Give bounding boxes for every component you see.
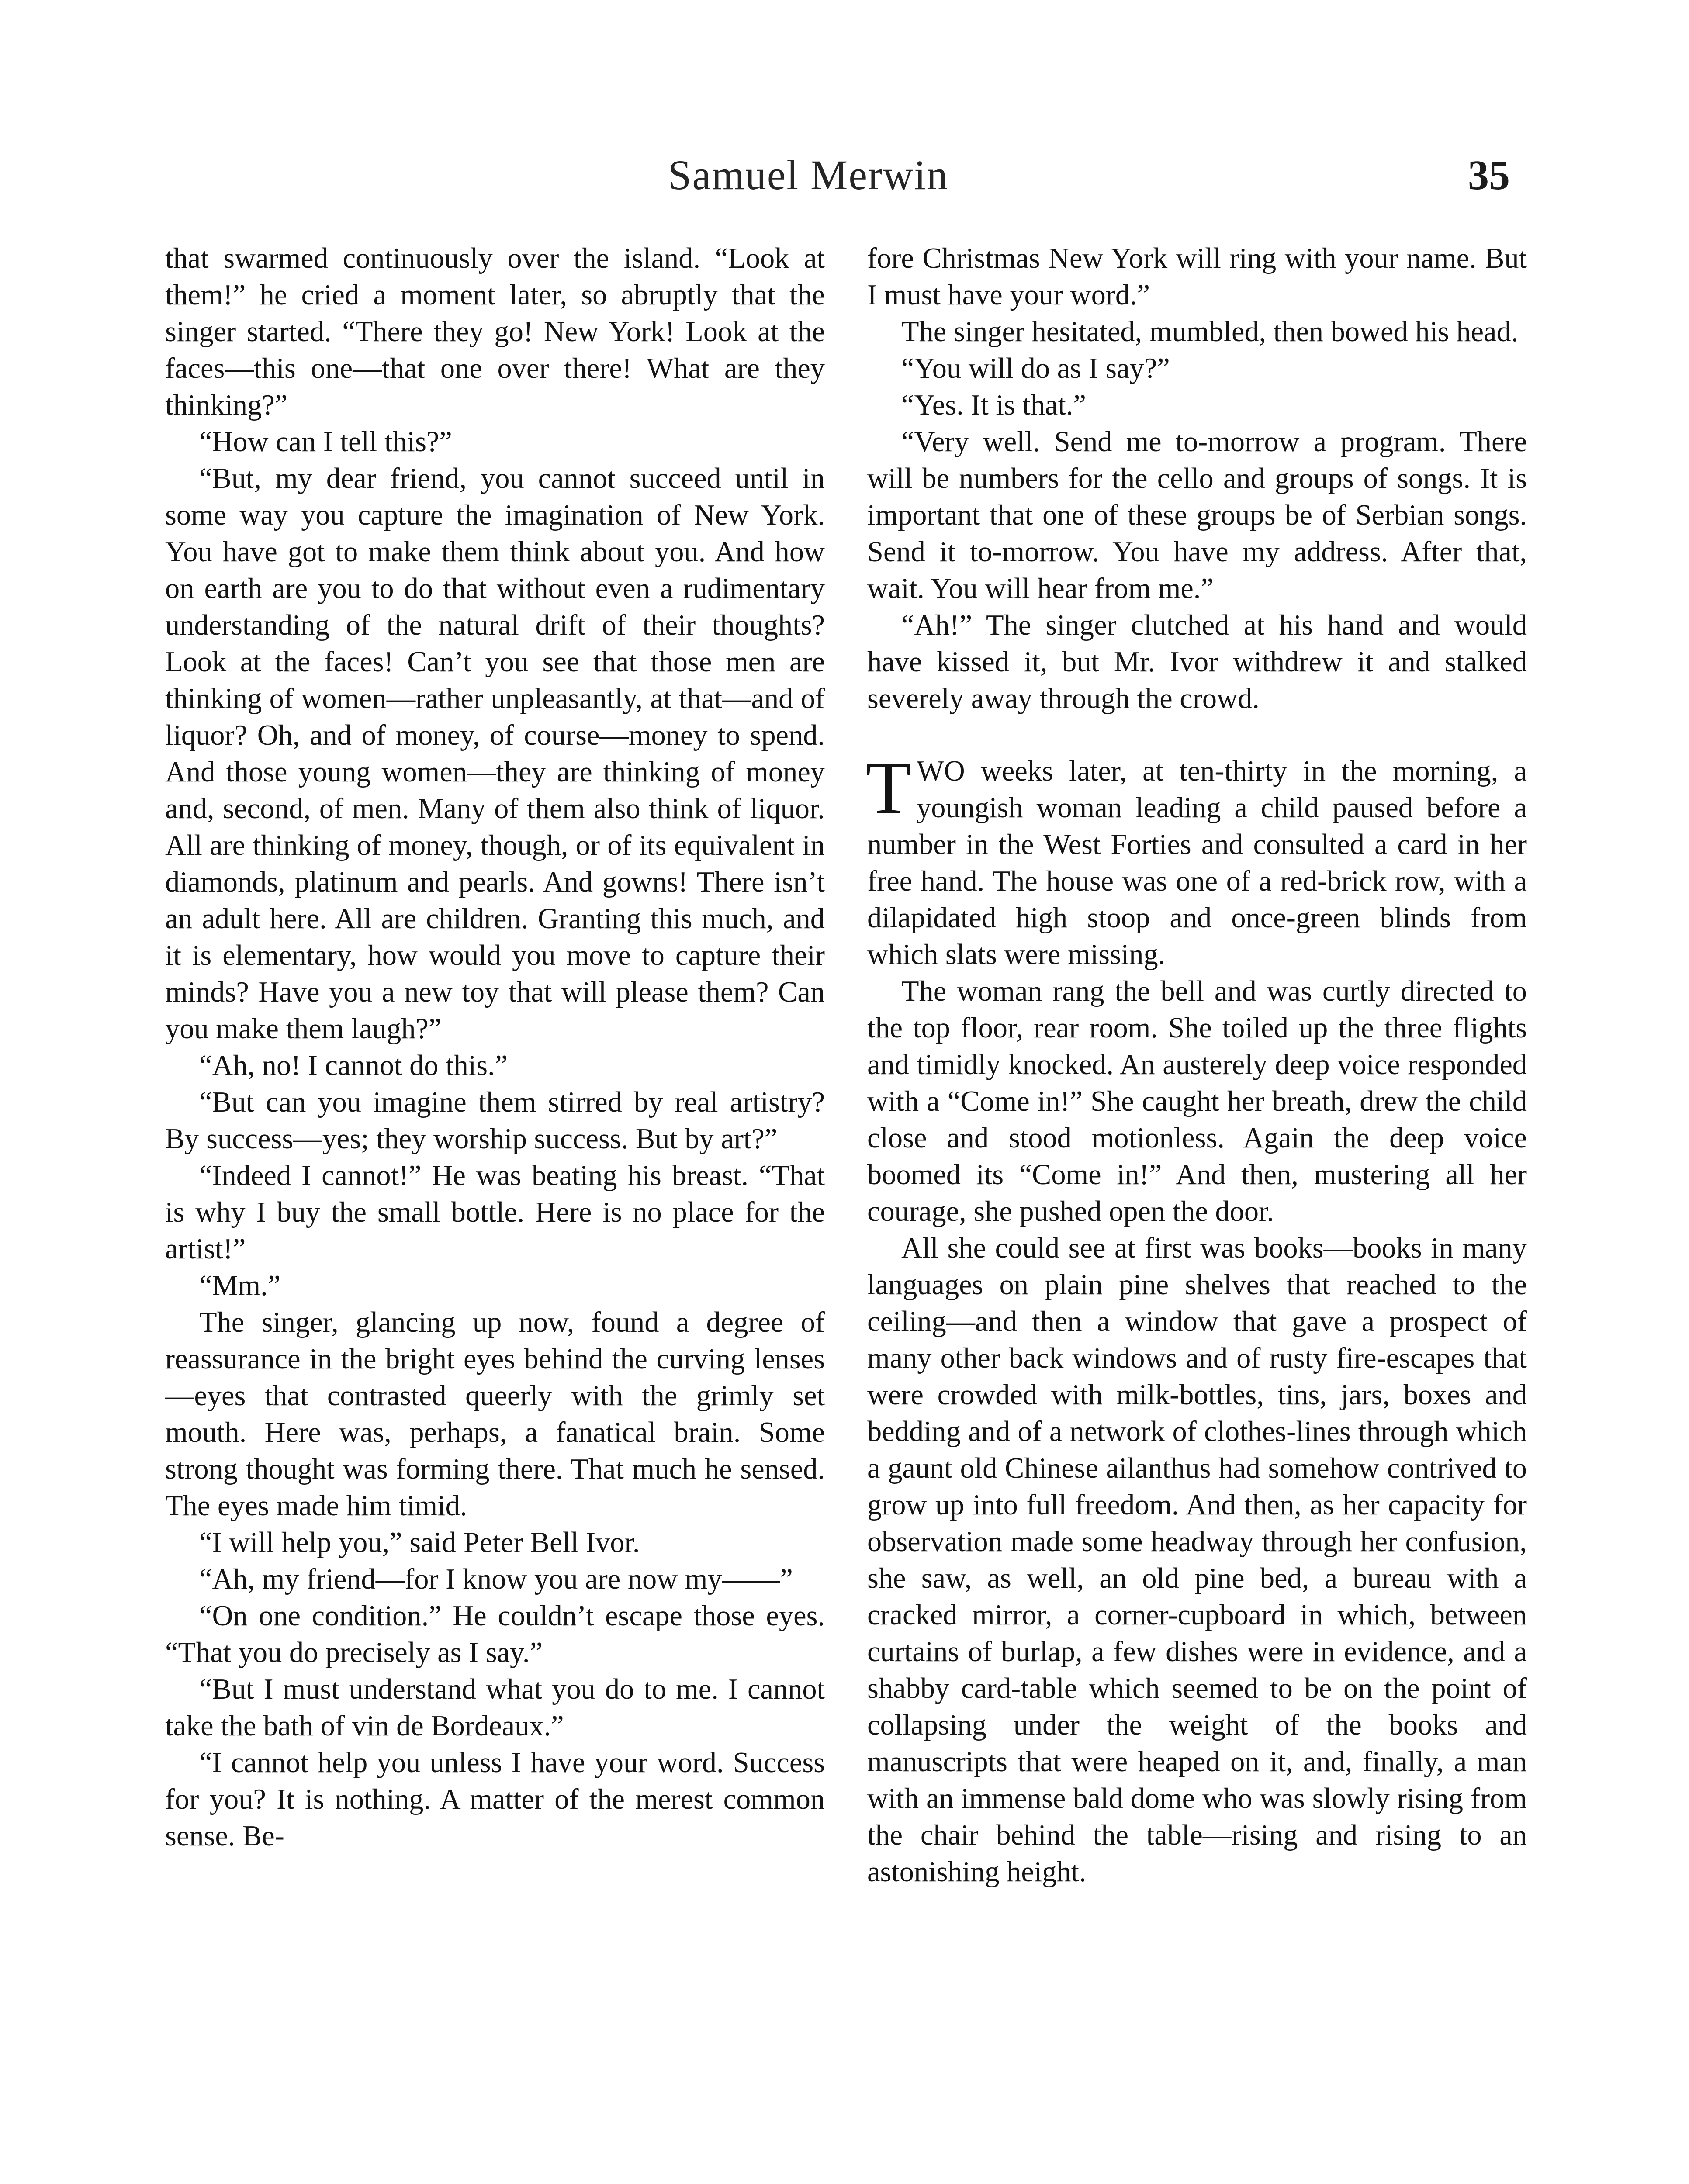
paragraph: “Indeed I cannot!” He was beating his breast. “That is why I buy the small bottle. Here is no place for the artist!” (165, 1160, 825, 1265)
paragraph: The woman rang the bell and was curtly directed to the top floor, rear room. She toiled up the three flights and timidly knocked. An austerely deep voice responded with a “Come in!” She caught her breath, drew the child close and stood motionless. Again the deep voice boomed its “Come in!” And then, mustering all her courage, she pushed open the door. (867, 975, 1527, 1227)
paragraph: “But, my dear friend, you cannot succeed until in some way you capture the imagination of New York. You have got to make them think about you. And how on earth are you to do that without even a rudimentary understanding of the natural drift of their thoughts? Look at the faces! Can’t you see that those men are thinking of women—rather unpleasantly, at that—and of liquor? Oh, and of money, of course—money to spend. And those young women—they are thinking of money and, second, of men. Many of them also think of liquor. All are thinking of money, though, or of its equivalent in diamonds, platinum and pearls. And gowns! There isn’t an adult here. All are children. Granting this much, and it is elementary, how would you move to capture their minds? Have you a new toy that will please them? Can you make them laugh?” (165, 463, 825, 1045)
section-opening-paragraph (865, 746, 1527, 973)
paragraph: “You will do as I say?” (901, 352, 1170, 384)
paragraph: “Mm.” (199, 1270, 281, 1302)
paragraph: “Ah, my friend—for I know you are now my——” (199, 1563, 793, 1595)
paragraph: The singer, glancing up now, found a degree of reassurance in the bright eyes behind the curving lenses—eyes that contrasted queerly with the grimly set mouth. Here was, perhaps, a fanatical brain. Some strong thought was forming there. That much he sensed. The eyes made him timid. (165, 1306, 825, 1522)
paragraph: The singer hesitated, mumbled, then bowed his head. (901, 316, 1519, 348)
left-column (165, 240, 825, 1855)
drop-cap: T (865, 746, 912, 829)
paragraph: “Ah!” The singer clutched at his hand and would have kissed it, but Mr. Ivor withdrew it and stalked severely away through the crowd. (867, 609, 1527, 715)
right-column (867, 240, 1527, 1890)
paragraph: fore Christmas New York will ring with your name. But I must have your word.” (867, 242, 1527, 311)
paragraph: All she could see at first was books—books in many languages on plain pine shelves that reached to the ceiling—and then a window that gave a prospect of many other back windows and of rusty fire-escapes that were crowded with milk-bottles, tins, jars, boxes and bedding and of a network of clothes-lines through which a gaunt old Chinese ailanthus had somehow contrived to grow up into full freedom. And then, as her capacity for observation made some headway through her confusion, she saw, as well, an old pine bed, a bureau with a cracked mirror, a corner-cupboard in which, between curtains of burlap, a few dishes were in evidence, and a shabby card-table which seemed to be on the point of collapsing under the weight of the books and manuscripts that were heaped on it, and, finally, a man with an immense bald dome who was slowly rising from the chair behind the table—rising and rising to an astonishing height. (867, 1232, 1527, 1888)
running-header-author: Samuel Merwin (668, 152, 948, 198)
paragraph: “Very well. Send me to-morrow a program. There will be numbers for the cello and groups of songs. It is important that one of these groups be of Serbian songs. Send it to-morrow. You have my address. After that, wait. You will hear from me.” (867, 426, 1527, 605)
paragraph: that swarmed continuously over the island. “Look at them!” he cried a moment later, so abruptly that the singer started. “There they go! New York! Look at the faces—this one—that one over there! What are they thinking?” (165, 242, 825, 421)
paragraph: “But I must understand what you do to me. I cannot take the bath of vin de Bordeaux.” (165, 1673, 825, 1742)
section-break (867, 717, 1527, 753)
paragraph: “I cannot help you unless I have your word. Success for you? It is nothing. A matter of the merest common sense. Be- (165, 1747, 825, 1852)
paragraph: “But can you imagine them stirred by real artistry? By success—yes; they worship success. But by art?” (165, 1086, 825, 1155)
page-number: 35 (1468, 152, 1510, 198)
section-opening-text: WO weeks later, at ten-thirty in the morning, a youngish woman leading a child paused before a number in the West Forties and consulted a card in her free hand. The house was one of a red-brick row, with a dilapidated high stoop and once-green blinds from which slats were missing. (867, 755, 1527, 971)
paragraph: “Ah, no! I cannot do this.” (199, 1050, 508, 1082)
paragraph: “Yes. It is that.” (901, 389, 1086, 421)
paragraph: “On one condition.” He couldn’t escape those eyes. “That you do precisely as I say.” (165, 1600, 825, 1669)
paragraph: “How can I tell this?” (199, 426, 452, 458)
paragraph: “I will help you,” said Peter Bell Ivor. (199, 1527, 640, 1559)
